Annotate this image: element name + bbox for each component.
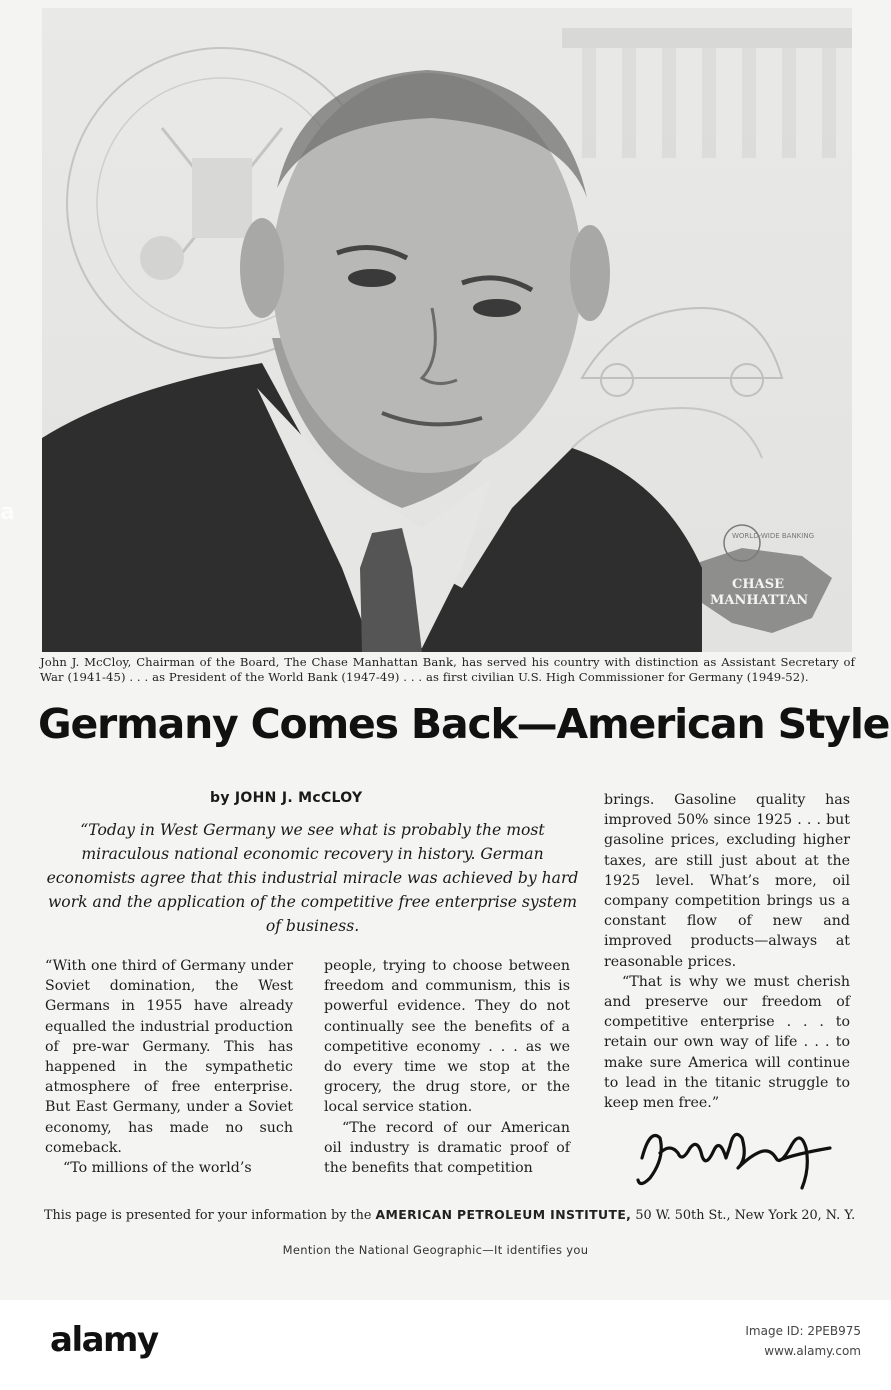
brandenburg-gate-icon [562, 28, 852, 158]
column-1-paragraph-1: “With one third of Germany under Soviet domination, the West Germans in 1955 have already equalled the industrial production of pre-war Germany. This has happened in the sympathetic atmosphere of free enterprise. But East Germany, under a Soviet economy, has made no such comeback. [45, 958, 293, 1156]
column-3-paragraph-2: “That is why we must cherish and preserve our freedom of competitive enterprise . . . to retain our own way of life . . . to make sure America will continue to lead in the titanic struggle to keep men free.” [604, 973, 850, 1112]
footer-organization: AMERICAN PETROLEUM INSTITUTE, [375, 1207, 632, 1222]
headline: Germany Comes Back—American Style [38, 700, 890, 748]
cars-sketch-icon [572, 308, 782, 458]
photo-caption: John J. McCloy, Chairman of the Board, The Chase Manhattan Bank, has served his country with distinction as Assistant Secretary of War (1941-45) . . . as President of the World Bank (1947-49) . . . as first civilian U.S. High Commissioner for Germany (1949-52). [40, 655, 855, 684]
lead-quote: “Today in West Germany we see what is probably the most miraculous national economic recovery in history. German economists agree that this industrial miracle was achieved by hard work and the application of the competitive free enterprise system of business. [46, 821, 579, 935]
stock-watermark: a [0, 500, 15, 525]
emblem-line2: CHASE [732, 577, 785, 592]
column-2 [324, 956, 570, 1178]
column-3 [604, 790, 850, 1113]
column-3-paragraph-1: brings. Gasoline quality has improved 50% since 1925 . . . but gasoline prices, excluding higher taxes, are still just about at the 1925 level. What’s more, oil company competition brings us a constant flow of new and improved products—always at reasonable prices. [604, 792, 850, 970]
column-2-paragraph-2: “The record of our American oil industry is dramatic proof of the benefits that competition [324, 1119, 570, 1177]
footer-address: 50 W. 50th St., New York 20, N. Y. [631, 1208, 856, 1223]
stock-logo: alamy [50, 1320, 158, 1360]
byline: by JOHN J. McCLOY [210, 790, 363, 806]
column-1-paragraph-2: “To millions of the world’s [63, 1160, 252, 1177]
column-2-paragraph-1: people, trying to choose between freedom and communism, this is powerful evidence. They do not continually see the benefits of a competitive economy . . . as we do every time we stop at the grocery, the drug store, or the local service station. [324, 958, 570, 1116]
footer-lead: This page is presented for your information by the [44, 1208, 376, 1223]
image-id: Image ID: 2PEB975 [745, 1324, 861, 1338]
mention-line: Mention the National Geographic—It identifies you [282, 1243, 589, 1257]
portrait-illustration [42, 8, 852, 652]
column-1 [45, 956, 293, 1178]
emblem-line3: MANHATTAN [710, 593, 809, 608]
sponsor-footer [44, 1207, 854, 1223]
emblem-line1: WORLD-WIDE BANKING [732, 532, 814, 540]
portrait-photo [42, 8, 852, 652]
signature-icon [630, 1108, 850, 1198]
stock-url: www.alamy.com [764, 1344, 861, 1358]
